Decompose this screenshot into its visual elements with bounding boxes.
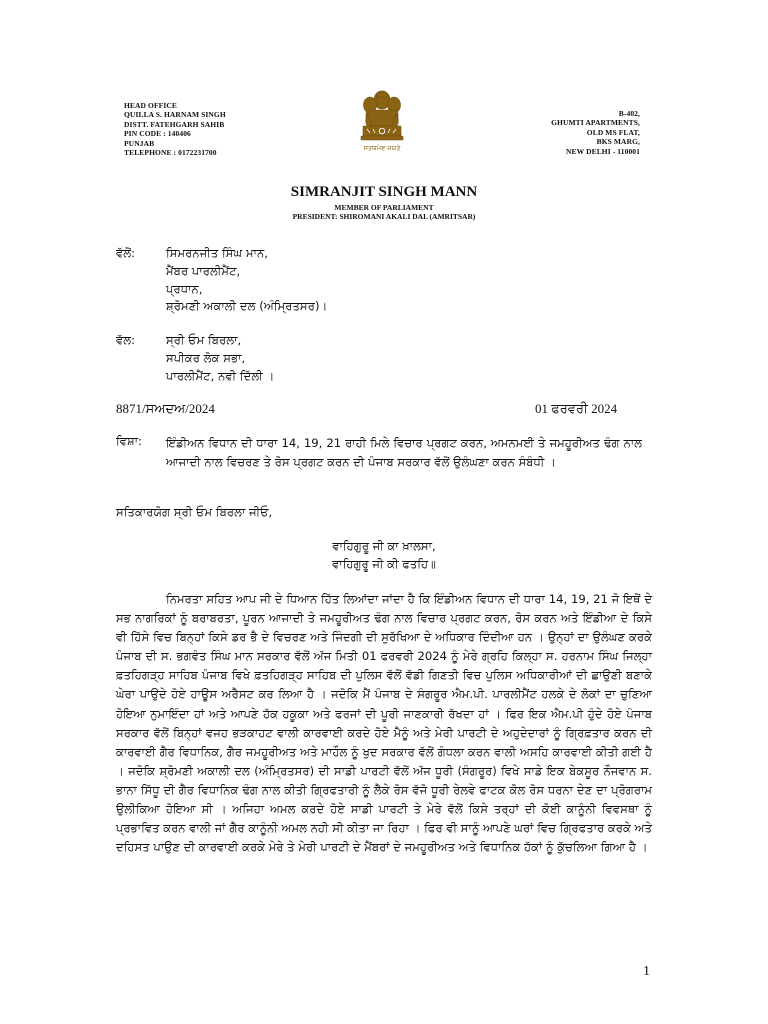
from-line: ਮੈਂਬਰ ਪਾਰਲੀਮੈਂਟ, [166, 264, 241, 278]
to-label: ਵੱਲ: [116, 333, 136, 347]
letterhead-role: MEMBER OF PARLIAMENT [334, 203, 434, 212]
delhi-office-address [551, 109, 640, 156]
head-office-line: HEAD OFFICE [124, 101, 177, 110]
head-office-address [124, 101, 226, 157]
subject-label: ਵਿਸ਼ਾ: [116, 434, 142, 448]
letter-date: 01 ਫਰਵਰੀ 2024 [535, 401, 618, 416]
delhi-office-line: B-402, [618, 109, 640, 118]
letterhead-name: SIMRANJIT SINGH MANN [290, 184, 478, 200]
head-office-line: DISTT. FATEHGARH SAHIB [124, 119, 225, 129]
delhi-office-line: NEW DELHI - 110001 [566, 146, 640, 156]
greeting-line: ਵਾਹਿਗੁਰੂ ਜੀ ਕਾ ਖ਼ਾਲਸਾ, [332, 539, 436, 553]
page-number: 1 [643, 964, 650, 979]
to-line: ਸ੍ਰੀ ਓਮ ਬਿਰਲਾ, [166, 333, 242, 347]
head-office-line: TELEPHONE : 0172231700 [124, 148, 217, 158]
from-line: ਪ੍ਰਧਾਨ, [166, 282, 203, 296]
delhi-office-line: OLD MS FLAT, [586, 127, 640, 137]
head-office-line: QUILLA S. HARNAM SINGH [124, 110, 226, 120]
from-label: ਵੱਲੋਂ: [116, 246, 136, 260]
from-line: ਸ਼੍ਰੋਮਣੀ ਅਕਾਲੀ ਦਲ (ਅੰਮ੍ਰਿਤਸਰ)। [166, 299, 328, 313]
to-line: ਪਾਰਲੀਮੈਂਟ, ਨਵੀ ਦਿੱਲੀ । [166, 369, 275, 383]
head-office-line: PIN CODE : 140406 [124, 129, 191, 139]
letter-body: ਨਿਮਰਤਾ ਸਹਿਤ ਆਪ ਜੀ ਦੇ ਧਿਆਨ ਹਿੱਤ ਲਿਆਂਦਾ ਜਾਂਦਾ ਹੈ ਕਿ ਇੰਡੀਅਨ ਵਿਧਾਨ ਦੀ ਧਾਰਾ 14, 19, 21 ਜੋ ਇਥੋਂ ਦੇ ਸਭ ਨਾਗਰਿਕਾਂ ਨੂੰ ਬਰਾਬਰਤਾ, ਪੂਰਨ ਆਜਾਦੀ ਤੇ ਜਮਹੂਰੀਅਤ ਢੰਗ ਨਾਲ ਵਿਚਾਰ ਪ੍ਰਗਟ ਕਰਨ, ਰੋਸ ਕਰਨ ਅਤੇ ਇੰਡੀਆ ਦੇ ਕਿਸੇ ਵੀ ਹਿੱਸੇ ਵਿਚ ਬਿਨ੍ਹਾਂ ਕਿਸੇ ਡਰ ਭੈ ਦੇ ਵਿਚਰਣ ਅਤੇ ਜਿੰਦਗੀ ਦੀ ਸੁਰੱਖਿਆ ਦੇ ਅਧਿਕਾਰ ਦਿੰਦੀਆ ਹਨ । ਉਨ੍ਹਾਂ ਦਾ ਉਲੰਘਣ ਕਰਕੇ ਪੰਜਾਬ ਦੀ ਸ. ਭਗਵੰਤ ਸਿੰਘ ਮਾਨ ਸਰਕਾਰ ਵੱਲੋਂ ਅੱਜ ਮਿਤੀ 01 ਫਰਵਰੀ 2024 ਨੂੰ ਮੇਰੇ ਗ੍ਰਹਿ ਕਿਲ੍ਹਾ ਸ. ਹਰਨਾਮ ਸਿੰਘ ਜਿਲ੍ਹਾ ਫ਼ਤਹਿਗੜ੍ਹ ਸਾਹਿਬ ਪੰਜਾਬ ਵਿਖੇ ਫ਼ਤਹਿਗੜ੍ਹ ਸਾਹਿਬ ਦੀ ਪੁਲਿਸ ਵੱਲੋਂ ਵੱਡੀ ਗਿਣਤੀ ਵਿਚ ਪੁਲਿਸ ਅਧਿਕਾਰੀਆਂ ਦੀ ਛਾਉਣੀ ਬਣਾਕੇ ਘੇਰਾ ਪਾਉਦੇ ਹੋਏ ਹਾਊਸ ਅਰੈਸਟ ਕਰ ਲਿਆ ਹੈ । ਜਦੋਕਿ ਮੈਂ ਪੰਜਾਬ ਦੇ ਸੰਗਰੂਰ ਐਮ.ਪੀ. ਪਾਰਲੀਮੈਂਟ ਹਲਕੇ ਦੇ ਲੋਕਾਂ ਦਾ ਚੁਣਿਆ ਹੋਇਆ ਨੁਮਾਇੰਦਾ ਹਾਂ ਅਤੇ ਆਪਣੇ ਹੱਕ ਹਕੂਕਾ ਅਤੇ ਫਰਜਾਂ ਦੀ ਪੂਰੀ ਜਾਣਕਾਰੀ ਰੱਖਦਾ ਹਾਂ । ਫਿਰ ਇਕ ਐਮ.ਪੀ ਹੁੰਦੇ ਹੋਏ ਪੰਜਾਬ ਸਰਕਾਰ ਵੱਲੋਂ ਬਿਨ੍ਹਾਂ ਵਜਹ ਭੜਕਾਹਟ ਵਾਲੀ ਕਾਰਵਾਈ ਕਰਦੇ ਹੋਏ ਮੈਨੂੰ ਅਤੇ ਮੇਰੀ ਪਾਰਟੀ ਦੇ ਅਹੁਦੇਦਾਰਾਂ ਨੂੰ ਗ੍ਰਿਫ਼ਤਾਰ ਕਰਨ ਦੀ ਕਾਰਵਾਈ ਗੈਰ ਵਿਧਾਨਿਕ, ਗੈਰ ਜਮਹੂਰੀਅਤ ਅਤੇ ਮਾਹੌਲ ਨੂੰ ਖੁਦ ਸਰਕਾਰ ਵੱਲੋਂ ਗੰਧਲਾ ਕਰਨ ਵਾਲੀ ਅਸਹਿ ਕਾਰਵਾਈ ਕੀਤੀ ਗਈ ਹੈ । ਜਦੋਕਿ ਸ਼੍ਰੋਮਣੀ ਅਕਾਲੀ ਦਲ (ਅੰਮ੍ਰਿਤਸਰ) ਦੀ ਸਾਡੀ ਪਾਰਟੀ ਵੱਲੋਂ ਅੱਜ ਧੂਰੀ (ਸੰਗਰੂਰ) ਵਿਖੇ ਸਾਡੇ ਇਕ ਬੇਕਸੂਰ ਨੌਜਵਾਨ ਸ. ਭਾਨਾ ਸਿੱਧੂ ਦੀ ਗੈਰ ਵਿਧਾਨਿਕ ਢੰਗ ਨਾਲ ਕੀਤੀ ਗ੍ਰਿਫਤਾਰੀ ਨੂੰ ਲੈਕੇ ਰੋਸ ਵੱਜੋ ਧੂਰੀ ਰੇਲਵੇ ਫਾਟਕ ਕੋਲ ਰੋਸ ਧਰਨਾ ਦੇਣ ਦਾ ਪ੍ਰੋਗਰਾਮ ਉਲੀਕਿਆ ਹੋਇਆ ਸੀ । ਅਜਿਹਾ ਅਮਲ ਕਰਦੇ ਹੋਏ ਸਾਡੀ ਪਾਰਟੀ ਤੇ ਮੇਰੇ ਵੱਲੋਂ ਕਿਸੇ ਤਰ੍ਹਾਂ ਦੀ ਕੋਈ ਕਾਨੂੰਨੀ ਵਿਵਸਥਾ ਨੂੰ ਪ੍ਰਭਾਵਿਤ ਕਰਨ ਵਾਲੀ ਜਾਂ ਗੈਰ ਕਾਨੂੰਨੀ ਅਮਲ ਨਹੀ ਸੀ ਕੀਤਾ ਜਾ ਰਿਹਾ । ਫਿਰ ਵੀ ਸਾਨੂੰ ਆਪਣੇ ਘਰਾਂ ਵਿਚ ਗ੍ਰਿਫਤਾਰ ਕਰਕੇ ਅਤੇ ਦਹਿਸਤ ਪਾਉਣ ਦੀ ਕਾਰਵਾਈ ਕਰਕੇ ਮੇਰੇ ਤੇ ਮੇਰੀ ਪਾਰਟੀ ਦੇ ਮੈਂਬਰਾਂ ਦੇ ਜਮਹੂਰੀਅਤ ਅਤੇ ਵਿਧਾਨਿਕ ਹੱਕਾਂ ਨੂੰ ਕੁੱਚਲਿਆ ਗਿਆ ਹੈ । [116, 592, 653, 855]
greeting-line: ਵਾਹਿਗੁਰੂ ਜੀ ਕੀ ਫਤਹਿ॥ [332, 557, 436, 571]
salutation: ਸਤਿਕਾਰਯੋਗ ਸ੍ਰੀ ਓਮ ਬਿਰਲਾ ਜੀਓ, [116, 505, 273, 519]
to-line: ਸਪੀਕਰ ਲੋਕ ਸਭਾ, [166, 351, 246, 365]
head-office-line: PUNJAB [124, 138, 155, 148]
subject-text: ਇੰਡੀਅਨ ਵਿਧਾਨ ਦੀ ਧਾਰਾ 14, 19, 21 ਰਾਹੀ ਮਿਲੇ ਵਿਚਾਰ ਪ੍ਰਗਟ ਕਰਨ, ਅਮਨਮਈ ਤੇ ਜਮਹੂਰੀਅਤ ਢੰਗ ਨਾਲ ਆਜਾਦੀ ਨਾਲ ਵਿਚਰਣ ਤੇ ਰੋਸ ਪ੍ਰਗਟ ਕਰਨ ਦੀ ਪੰਜਾਬ ਸਰਕਾਰ ਵੱਲੋਂ ਉਲੰਘਣਾ ਕਰਨ ਸੰਬੰਧੀ । [166, 436, 642, 469]
national-emblem-icon [354, 86, 410, 164]
delhi-office-line: BKS MARG, [596, 137, 640, 147]
letterhead-president: PRESIDENT: SHIROMANI AKALI DAL (AMRITSAR) [292, 212, 476, 221]
reference-number: 8871/ਸਅਦਅ/2024 [116, 401, 215, 416]
delhi-office-line: GHUMTI APARTMENTS, [551, 118, 640, 128]
emblem-caption: ਸਤਯਮੇਵ ਜਯਤੇ [363, 144, 401, 152]
from-line: ਸਿਮਰਨਜੀਤ ਸਿੰਘ ਮਾਨ, [166, 246, 268, 260]
